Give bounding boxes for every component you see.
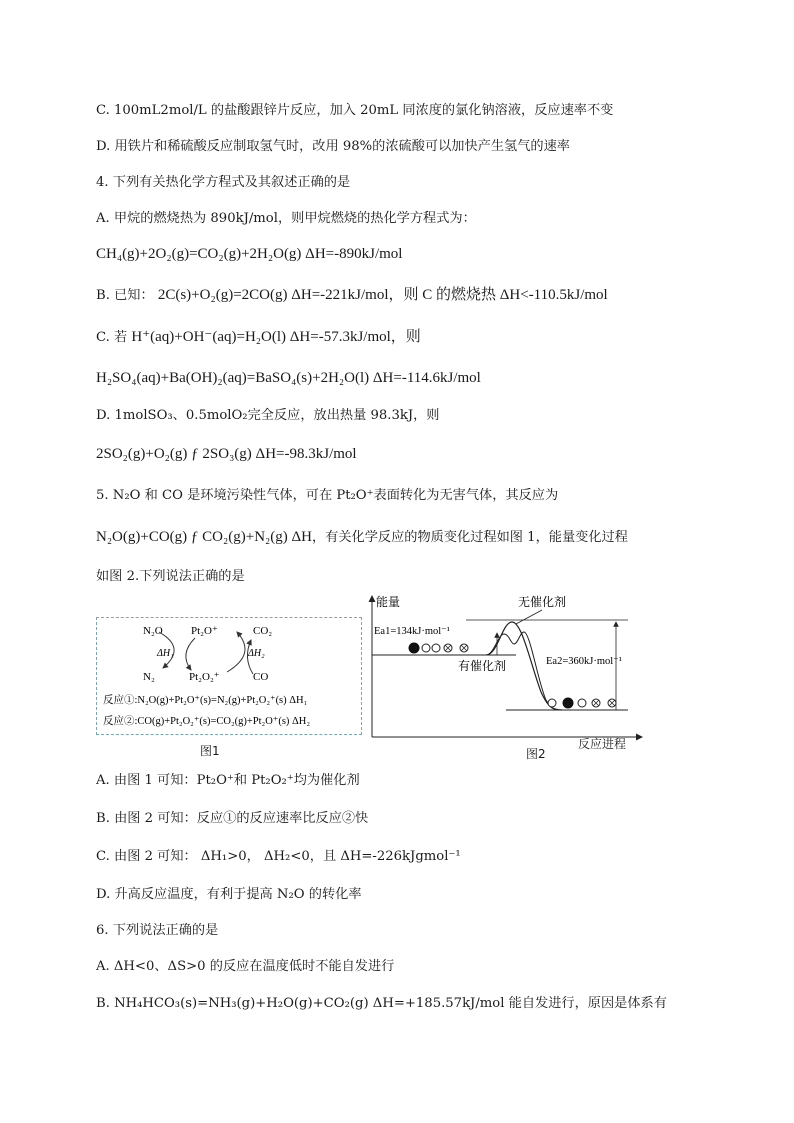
- q4-option-c: C. 若 H⁺(aq)+OH⁻(aq)=H₂O(l) ΔH=-57.3kJ/mol，则: [96, 329, 421, 345]
- fig2-product-molecules: [548, 698, 616, 709]
- fig1-reaction-2: 反应②:CO(g)+Pt₂O₂⁺(s)=CO₂(g)+Pt₂O⁺(s) ΔH₂: [103, 716, 311, 727]
- fig2-reactant-molecules: [409, 643, 469, 654]
- q4-option-a-equation: CH₄(g)+2O₂(g)=CO₂(g)+2H₂O(g) ΔH=-890kJ/mol: [96, 246, 403, 262]
- fig2-ea1-label: Ea1=134kJ·mol⁻¹: [374, 626, 450, 637]
- fig2-x-label: 反应进程: [578, 737, 627, 751]
- fig2-with-catalyst-label: 有催化剂: [458, 659, 507, 673]
- q4-option-d-equation: 2SO₂(g)+O₂(g) ƒ 2SO₃(g) ΔH=-98.3kJ/mol: [96, 446, 357, 462]
- figure-2-caption: 图2: [526, 747, 546, 761]
- q5-option-d: D. 升高反应温度，有利于提高 N₂O 的转化率: [96, 887, 362, 902]
- q5-option-b: B. 由图 2 可知：反应①的反应速率比反应②快: [96, 811, 369, 826]
- q6-option-a: A. ΔH<0、ΔS>0 的反应在温度低时不能自发进行: [96, 959, 395, 974]
- fig1-reaction-1: 反应①:N₂O(g)+Pt₂O⁺(s)=N₂(g)+Pt₂O₂⁺(s) ΔH₁: [103, 695, 308, 706]
- q6-option-b: B. NH₄HCO₃(s)=NH₃(g)+H₂O(g)+CO₂(g) ΔH=+185.57kJ/mol 能自发进行，原因是体系有: [96, 996, 667, 1011]
- fig2-y-label: 能量: [376, 595, 401, 609]
- fig1-pt2o: Pt₂O⁺: [191, 625, 218, 637]
- q4-option-c-equation: H₂SO₄(aq)+Ba(OH)₂(aq)=BaSO₄(s)+2H₂O(l) ΔH=-114.6kJ/mol: [96, 370, 481, 386]
- figure-1-cycle-diagram: [97, 618, 363, 736]
- question-6-stem: 6. 下列说法正确的是: [96, 923, 219, 938]
- fig1-n2o: N₂O: [143, 625, 163, 637]
- fig1-co: CO: [253, 671, 269, 683]
- fig1-pt2o2: Pt₂O₂⁺: [189, 671, 220, 683]
- figure-2-energy-diagram: [366, 592, 646, 752]
- fig1-arrow-pt: [186, 638, 195, 670]
- fig1-n2: N₂: [143, 671, 155, 683]
- fig2-no-catalyst-label: 无催化剂: [518, 595, 567, 609]
- option-c-line: C. 100mL2mol/L 的盐酸跟锌片反应，加入 20mL 同浓度的氯化钠溶液，反应速率不变: [96, 103, 614, 118]
- fig1-arrow-right: [227, 632, 245, 672]
- fig1-co2: CO₂: [253, 625, 273, 637]
- fig1-dh2: ΔH₂: [248, 648, 265, 659]
- q4-option-a: A. 甲烷的燃烧热为 890kJ/mol，则甲烷燃烧的热化学方程式为：: [96, 211, 476, 226]
- fig2-no-catalyst-pointer: [516, 610, 542, 624]
- fig1-dh1: ΔH₁: [157, 648, 174, 659]
- figure-1-caption: 图1: [200, 744, 220, 758]
- question-5-stem: 5. N₂O 和 CO 是环境污染性气体，可在 Pt₂O⁺表面转化为无害气体，其反应为: [96, 488, 559, 503]
- option-d-line: D. 用铁片和稀硫酸反应制取氢气时，改用 98%的浓硫酸可以加快产生氢气的速率: [96, 139, 570, 154]
- q5-option-c: C. 由图 2 可知： ΔH₁>0， ΔH₂<0，且 ΔH=-226kJgmol⁻¹: [96, 849, 461, 864]
- question-5-stem-end: 如图 2.下列说法正确的是: [96, 569, 245, 584]
- figure-1-box: [96, 617, 362, 735]
- q4-option-b: B. 已知： 2C(s)+O₂(g)=2CO(g) ΔH=-221kJ/mol，则 C 的燃烧热 ΔH<-110.5kJ/mol: [96, 287, 608, 303]
- q4-option-d: D. 1molSO₃、0.5molO₂完全反应，放出热量 98.3kJ，则: [96, 408, 440, 423]
- q5-option-a: A. 由图 1 可知：Pt₂O⁺和 Pt₂O₂⁺均为催化剂: [96, 773, 360, 788]
- question-4-stem: 4. 下列有关热化学方程式及其叙述正确的是: [96, 175, 351, 190]
- question-5-reaction: N₂O(g)+CO(g) ƒ CO₂(g)+N₂(g) ΔH，有关化学反应的物质变化过程如图 1，能量变化过程: [96, 529, 628, 545]
- fig2-ea2-label: Ea2=360kJ·mol⁻¹: [546, 656, 622, 667]
